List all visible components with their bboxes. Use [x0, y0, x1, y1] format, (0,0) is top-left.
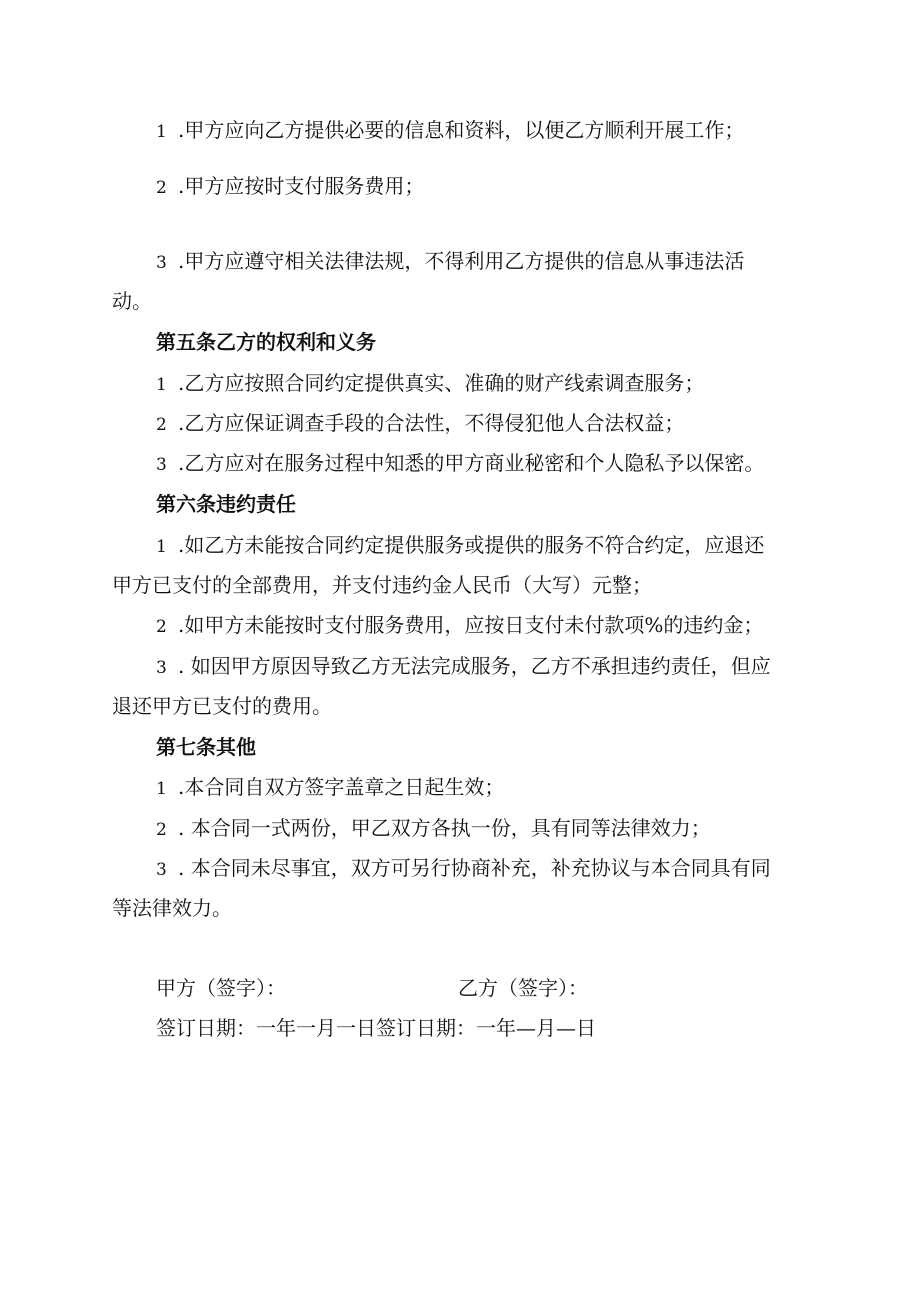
section-6-item-3-cont: 退还甲方已支付的费用。 [112, 694, 332, 718]
section-6-item-1-cont: 甲方已支付的全部费用，并支付违约金人民币（大写）元整； [112, 573, 652, 597]
item-text: . 本合同未尽事宜，双方可另行协商补充，补充协议与本合同具有同 [178, 856, 771, 880]
item-number: 3 [156, 860, 167, 880]
party-a-signature-label: 甲方（签字）： [156, 976, 286, 1000]
item-number: 1 [156, 375, 167, 395]
section-7-heading: 第七条其他 [156, 735, 256, 759]
section-6-item-2 [156, 611, 763, 641]
section-7-item-2 [156, 814, 711, 844]
party-a-duty-3 [156, 247, 744, 277]
item-number: 3 [156, 658, 167, 678]
item-number: 3 [156, 455, 167, 475]
section-5-item-2 [156, 409, 684, 439]
party-a-duty-1 [156, 116, 744, 146]
item-number: 2 [156, 617, 167, 637]
item-text: .如甲方未能按时支付服务费用，应按日支付未付款项%的违约金； [178, 613, 764, 637]
section-7-item-3-cont: 等法律效力。 [112, 896, 232, 920]
section-5-item-3 [156, 449, 764, 479]
item-number: 1 [156, 779, 167, 799]
item-text: . 本合同一式两份，甲乙双方各执一份，具有同等法律效力； [178, 816, 711, 840]
party-a-duty-2 [156, 172, 424, 202]
section-7-item-3 [156, 854, 771, 884]
item-text: .乙方应按照合同约定提供真实、准确的财产线索调查服务； [178, 371, 705, 395]
item-number: 2 [156, 178, 167, 198]
item-number: 2 [156, 820, 167, 840]
item-text: .本合同自双方签字盖章之日起生效； [178, 775, 505, 799]
item-text: .甲方应向乙方提供必要的信息和资料，以便乙方顺利开展工作； [178, 118, 745, 142]
party-a-duty-3-cont: 动。 [112, 289, 152, 313]
item-text: . 如因甲方原因导致乙方无法完成服务，乙方不承担违约责任，但应 [178, 654, 771, 678]
section-7-item-1 [156, 773, 504, 803]
item-text: .甲方应遵守相关法律法规，不得利用乙方提供的信息从事违法活 [178, 249, 745, 273]
section-6-heading: 第六条违约责任 [156, 492, 296, 516]
party-b-signature-label: 乙方（签字）： [458, 976, 588, 1000]
section-6-item-1 [156, 531, 764, 561]
section-5-heading: 第五条乙方的权利和义务 [156, 330, 376, 354]
section-6-item-3 [156, 652, 771, 682]
item-number: 3 [156, 253, 167, 273]
item-number: 2 [156, 415, 167, 435]
item-text: .乙方应保证调查手段的合法性，不得侵犯他人合法权益； [178, 411, 685, 435]
signing-date-line: 签订日期：一年一月一日签订日期：一年—月—日 [156, 1016, 596, 1040]
item-number: 1 [156, 122, 167, 142]
item-text: .如乙方未能按合同约定提供服务或提供的服务不符合约定，应退还 [178, 533, 765, 557]
section-5-item-1 [156, 369, 704, 399]
item-text: .甲方应按时支付服务费用； [178, 174, 425, 198]
item-number: 1 [156, 537, 167, 557]
item-text: .乙方应对在服务过程中知悉的甲方商业秘密和个人隐私予以保密。 [178, 451, 765, 475]
